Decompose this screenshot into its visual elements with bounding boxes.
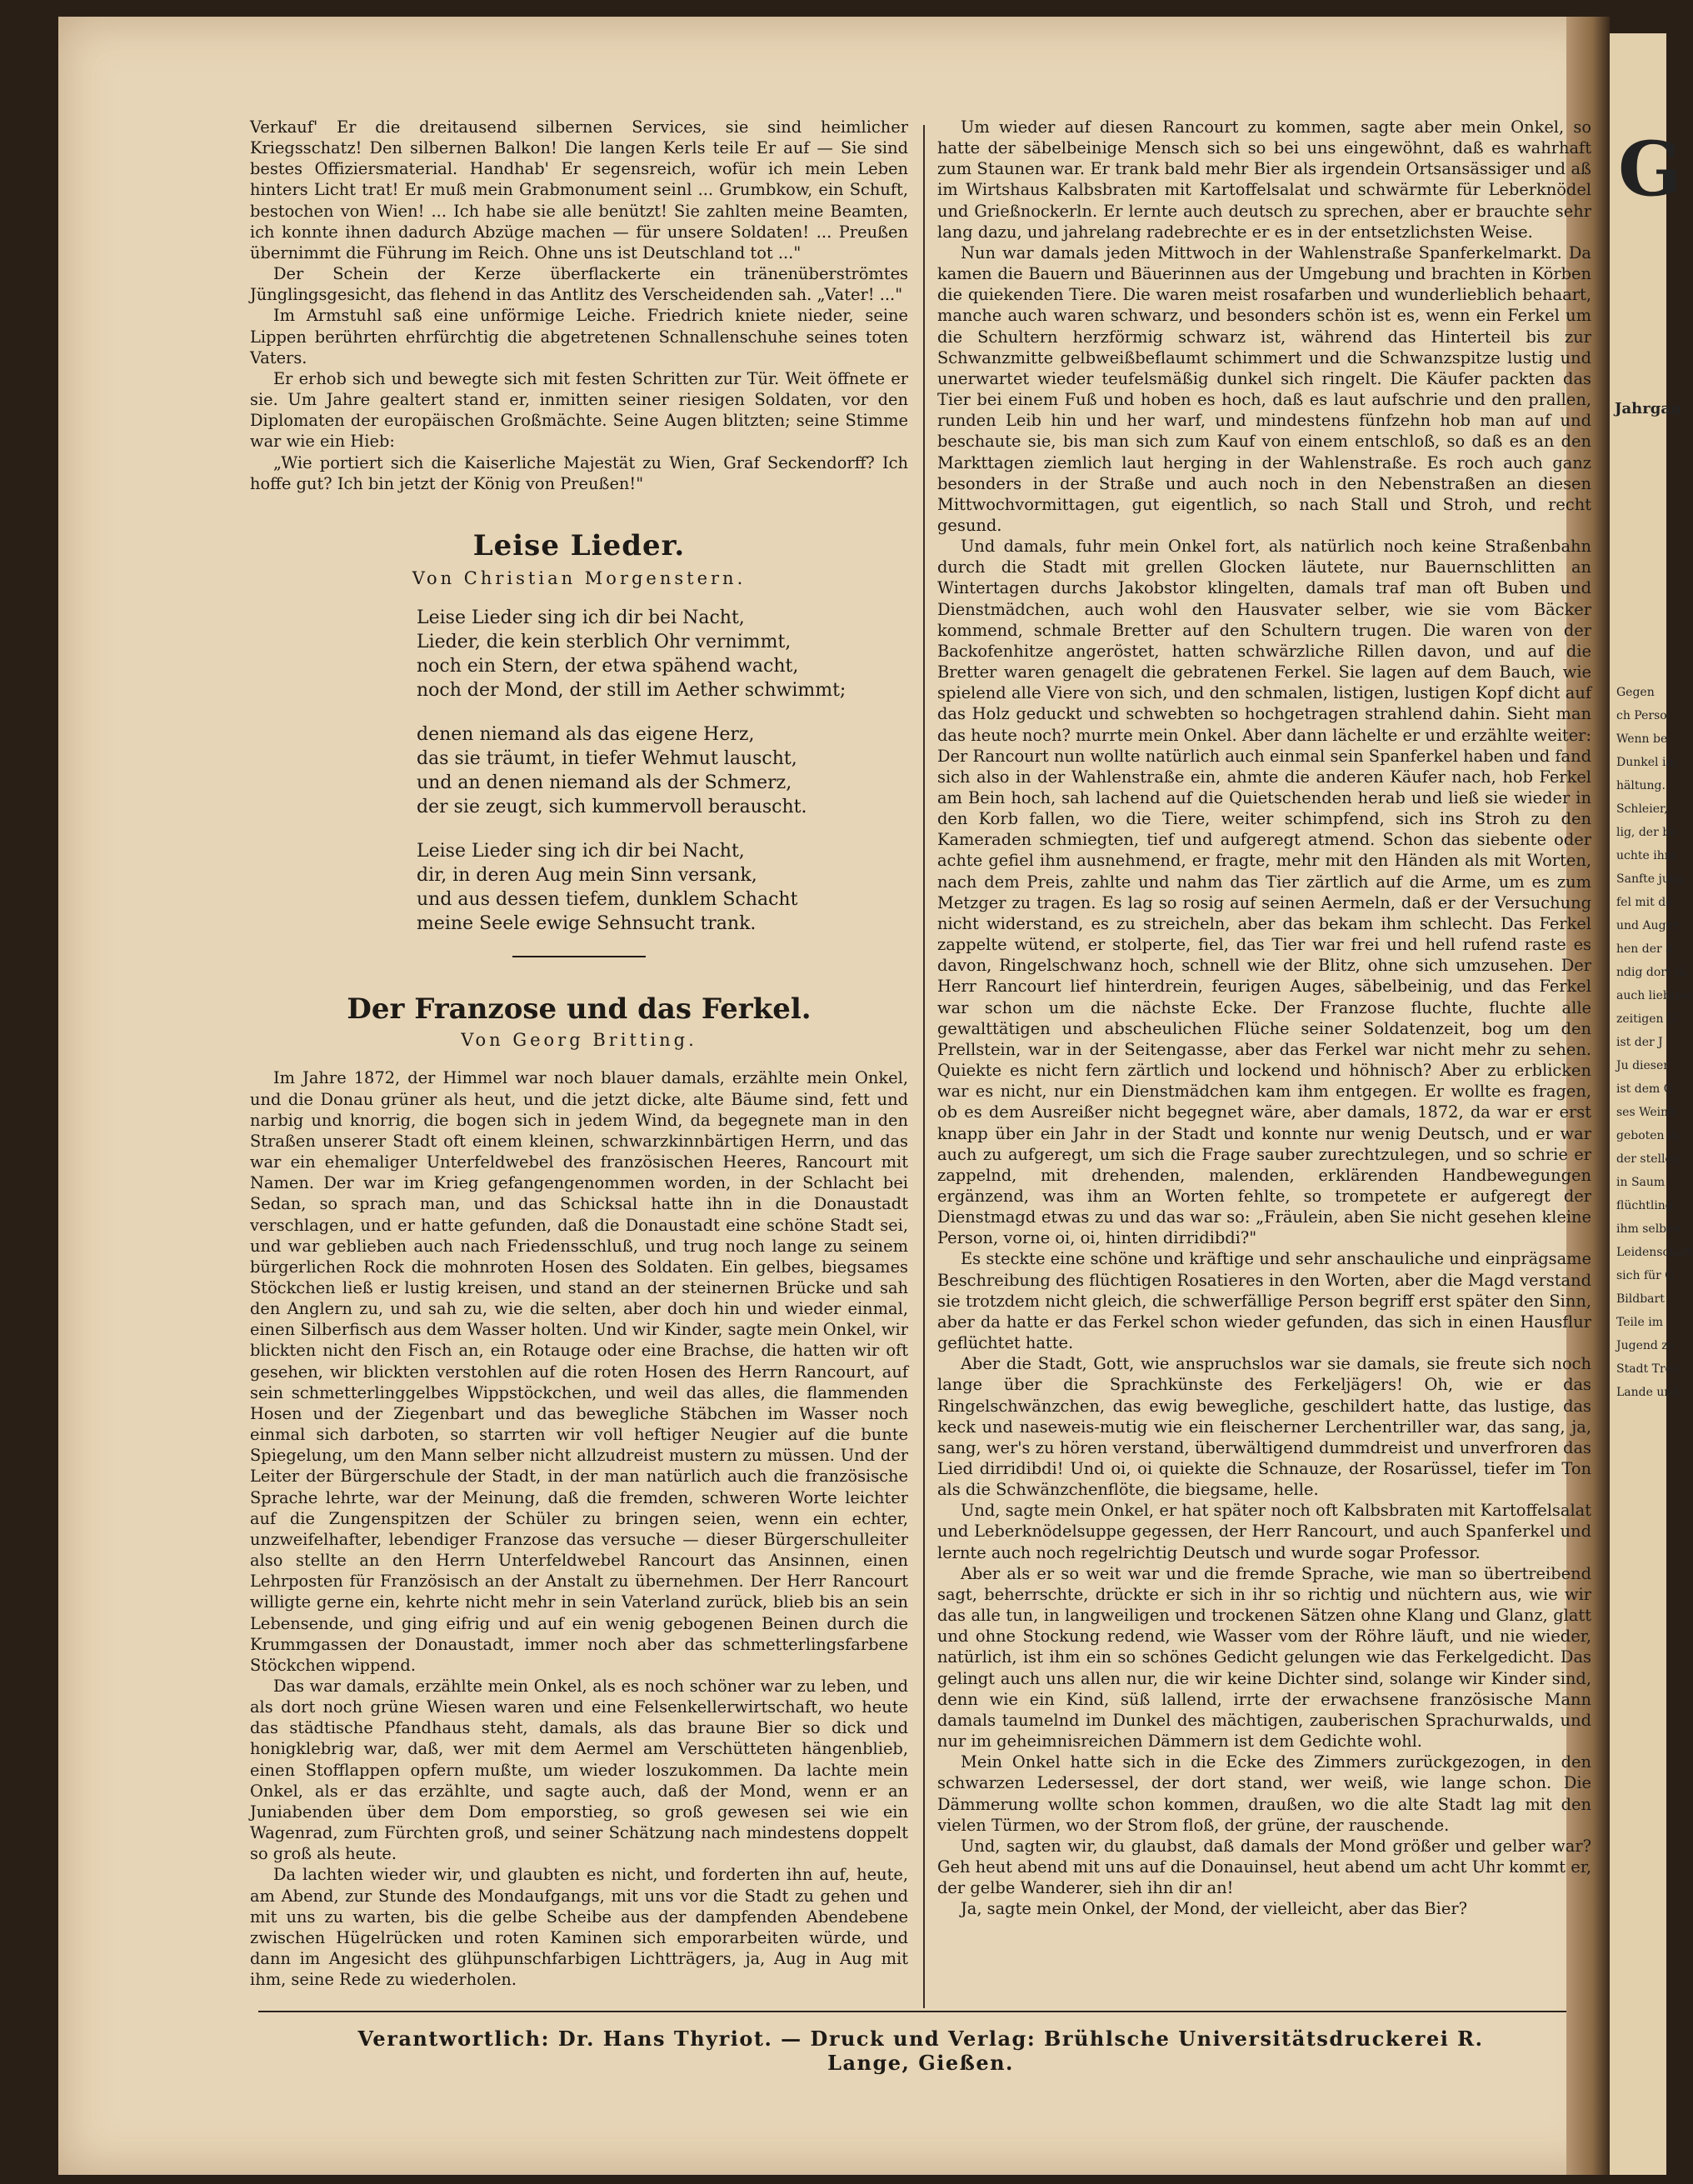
poem-line: noch der Mond, der still im Aether schwimmt; xyxy=(417,680,846,702)
right-column xyxy=(937,117,1591,1919)
story-paragraph: Nun war damals jeden Mittwoch in der Wahlenstraße Spanferkelmarkt. Da kamen die Bauern und Bäuerinnen aus der Umgebung und brachten in Körben die quiekenden Tiere. Die waren meist rosafarben und wunderlieblich behaart, manche auch waren schwarz, und besonders schön ist es, wenn ein Ferkel um die Schultern herzförmig schwarz ist, während das Hinterteil bis zur Schwanzmitte gelbweißbeflaumt schimmert und die Schwanzspitze lustig und unerwartet wieder teufelsmäßig dunkel sich ringelt. Die Käufer packten das Tier bei einem Fuß und hoben es hoch, daß es laut aufschrie und den prallen, runden Leib hin und her warf, und mindestens fünfzehn hob man auf und beschaute sie, bis man sich zum Kauf von einem entschloß, so daß es an den Markttagen ziemlich laut herging in der Wahlenstraße. Es roch auch ganz besonders in der Straße und auch noch in den Nebenstraßen an diesen Mittwochvormittagen, gut eigentlich, so nach Stall und Stroh, und recht gesund. xyxy=(937,242,1591,535)
poem-byline: Von Christian Morgenstern. xyxy=(412,567,747,588)
intro-paragraph: Er erhob sich und bewegte sich mit festen Schritten zur Tür. Weit öffnete er sie. Um Jahre gealtert stand er, inmitten seiner riesigen Soldaten, vor den Diplomaten der europäischen Großmächte. Seine Augen blitzten; seine Stimme war wie ein Hieb: xyxy=(250,368,908,452)
adjacent-fragment: Stadt Treu xyxy=(1616,1362,1680,1376)
adjacent-fragment: fel mit de xyxy=(1616,896,1673,909)
adjacent-fragment: der stellen xyxy=(1616,1152,1680,1166)
story-byline: Von Georg Britting. xyxy=(461,1030,697,1051)
adjacent-fragment: uchte ihm xyxy=(1616,849,1676,862)
adjacent-fragment: Sanfte jung xyxy=(1616,872,1685,886)
poem-line: und an denen niemand als der Schmerz, xyxy=(417,772,792,794)
story-paragraph: Und, sagte mein Onkel, er hat später noch oft Kalbsbraten mit Kartoffelsalat und Leberknödelsuppe gegessen, der Herr Rancourt, und auch Spanferkel und lernte auch noch regelrichtig Deutsch und wurde sogar Professor. xyxy=(937,1501,1591,1562)
story-paragraph: Da lachten wieder wir, und glaubten es nicht, und forderten ihn auf, heute, am Abend, zur Stunde des Mondaufgangs, mit uns vor die Stadt zu gehen und mit uns zu warten, bis die gelbe Scheibe aus der dampfenden Abendebene zwischen Hügelrücken und roten Kaminen sich emporarbeiten würde, und dann im Angesicht des glühpunschfarbigen Lichtträgers, ja, Aug in Aug mit ihm, seine Rede zu wiederholen. xyxy=(250,1865,908,1990)
story-paragraph: Aber die Stadt, Gott, wie anspruchslos war sie damals, sie freute sich noch lange über die Sprachkünste des Ferkeljägers! Oh, wie er das Ringelschwänzchen, das ewig bewegliche, geschildert hatte, das lustige, das keck und naseweis-mutig wie ein fleischerner Lerchentriller war, das sang, ja, sang, wer's zu hören verstand, überwältigend dummdreist und unverfroren das Lied dirridibdi! Und oi, oi quiekte die Schnauze, der Rosarüssel, tiefer im Ton als die Schwänzchenflöte, die biegsame, helle. xyxy=(937,1354,1591,1500)
adjacent-fragment: lig, der be xyxy=(1616,826,1677,839)
adjacent-fragment: zeitigen G xyxy=(1616,1012,1677,1026)
poem-title: Leise Lieder. xyxy=(472,528,686,562)
poem-line: denen niemand als das eigene Herz, xyxy=(417,724,755,746)
adjacent-masthead-letter: G xyxy=(1618,125,1682,213)
story-paragraph: Mein Onkel hatte sich in die Ecke des Zimmers zurückgezogen, in den schwarzen Ledersessel, der dort stand, wer weiß, wie lange schon. Die Dämmerung wollte schon kommen, draußen, wo die alte Stadt lag mit den vielen Türmen, wo der Strom floß, der grüne, der rauschende. xyxy=(937,1752,1591,1835)
story-paragraph: Und, sagten wir, du glaubst, daß damals der Mond größer und gelber war? Geh heut abend mit uns auf die Donauinsel, heut abend um acht Uhr kommt er, der gelbe Wanderer, sieh ihn dir an! xyxy=(937,1836,1591,1898)
adjacent-page-edge xyxy=(1610,33,1693,2175)
adjacent-fragment: Teile im xyxy=(1616,1316,1663,1329)
adjacent-fragment: Schleier, xyxy=(1616,802,1668,816)
adjacent-fragment: Wenn be xyxy=(1616,732,1668,746)
adjacent-fragment: hen der a xyxy=(1616,942,1673,956)
adjacent-fragment: in Saum xyxy=(1616,1176,1666,1189)
left-column xyxy=(250,117,908,1990)
intro-section xyxy=(250,117,908,494)
intro-paragraph: Im Armstuhl saß eine unförmige Leiche. Friedrich kniete nieder, seine Lippen berührten ehrfürchtig die abgetretenen Schnallenschuhe seines toten Vaters. xyxy=(250,306,908,367)
adjacent-fragment: ch Perso xyxy=(1616,709,1667,722)
story-paragraph: Im Jahre 1872, der Himmel war noch blauer damals, erzählte mein Onkel, und die Donau grüner als heut, und die jetzt dicke, alte Bäume sind, fett und narbig und knorrig, die bogen sich in jedem Wind, da begegnete man in den Straßen unserer Stadt oft einem kleinen, schwarzkinnbärtigen Herrn, und das war ein ehemaliger Unterfeldwebel des französischen Heeres, Rancourt mit Namen. Der war im Krieg gefangengenommen worden, in der Schlacht bei Sedan, so sprach man, und das Schicksal hatte ihn in die Donaustadt verschlagen, und er hatte gefunden, daß die Donaustadt eine schöne Stadt sei, und war geblieben auch nach Friedensschluß, und trug noch lange zu seinem bürgerlichen Rock die mohnroten Hosen des Soldaten. Ein gelbes, biegsames Stöckchen ließ er lustig kreisen, und stand an der steinernen Brücke und sah den Anglern zu, und sah zu, wie die selten, aber doch hin und wieder einmal, einen Silberfisch aus dem Wasser holten. Und wir Kinder, sagte mein Onkel, wir blickten nicht den Fisch an, ein Rotauge oder eine Brachse, die hatten wir oft gesehen, wir blickten verstohlen auf die roten Hosen des Herrn Rancourt, auf sein schmetterlinggelbes Wippstöckchen, und weil das alles, die flammenden Hosen und der Ziegenbart und das bewegliche Stäbchen im Wasser noch einmal sich darboten, so starrten wir voll heftiger Neugier auf die bunte Spiegelung, um den Mann selber nicht allzudreist mustern zu müssen. Und der Leiter der Bürgerschule der Stadt, in der man natürlich auch die französische Sprache lehrte, war der Meinung, daß die fremden, schweren Worte leichter auf die Zungenspitzen der Schüler zu bringen seien, wenn ein echter, unzweifelhafter, lebendiger Franzose das versuche — dieser Bürgerschulleiter also stellte an den Herrn Unterfeldwebel Rancourt das Ansinnen, einen Lehrposten für Französisch an der Anstalt zu übernehmen. Der Herr Rancourt willigte gerne ein, kehrte nicht mehr in sein Vaterland zurück, blieb bis an sein Lebensende, und ging eifrig und auf ein wenig gebogenen Beinen durch die Krummgassen der Donaustadt, immer noch aber das schmetterlingsfarbene Stöckchen wippend. xyxy=(250,1068,908,1675)
adjacent-fragment: ndig dort fü xyxy=(1616,966,1687,979)
adjacent-fragment: und Auger xyxy=(1616,919,1679,932)
adjacent-fragment: Dunkel im xyxy=(1616,756,1677,769)
poem-line: meine Seele ewige Sehnsucht trank. xyxy=(417,913,757,935)
intro-paragraph: „Wie portiert sich die Kaiserliche Majestät zu Wien, Graf Seckendorff? Ich hoffe gut? Ich bin jetzt der König von Preußen!" xyxy=(250,452,908,493)
adjacent-fragment: auch liebreic xyxy=(1616,989,1693,1002)
poem-stanza-3 xyxy=(417,839,908,936)
adjacent-fragment: ist der J xyxy=(1616,1036,1663,1049)
story-paragraph: Ja, sagte mein Onkel, der Mond, der vielleicht, aber das Bier? xyxy=(961,1899,1468,1919)
adjacent-year-label: Jahrgan xyxy=(1615,400,1682,417)
story-title: Der Franzose und das Ferkel. xyxy=(347,992,812,1027)
poem-line: Lieder, die kein sterblich Ohr vernimmt, xyxy=(417,632,792,653)
section-divider xyxy=(512,956,646,957)
poem-line: das sie träumt, in tiefer Wehmut lauscht, xyxy=(417,748,797,770)
poem-line: Leise Lieder sing ich dir bei Nacht, xyxy=(417,841,745,862)
adjacent-fragment: sich für G xyxy=(1616,1269,1675,1282)
intro-paragraph: Der Schein der Kerze überflackerte ein tränenüberströmtes Jünglingsgesicht, das flehend in das Antlitz des Verscheidenden sah. „Vater! ..." xyxy=(250,264,908,305)
intro-paragraph: Verkauf' Er die dreitausend silbernen Services, sie sind heimlicher Kriegsschatz! Den silbernen Balkon! Die langen Kerls teile Er auf — Sie sind bestes Offiziersmaterial. Handhab' Er segensreich, wofür ich mein Leben hinters Licht trat! Er muß mein Grabmonument seinl ... Grumbkow, ein Schuft, bestochen von Wien! ... Ich habe sie alle benützt! Sie zahlten meine Beamten, ich konnte ihnen dadurch Abzüge machen — für unsere Soldaten! ... Preußen übernimmt die Führung im Reich. Ohne uns ist Deutschland tot ..." xyxy=(250,117,908,262)
poem-line: Leise Lieder sing ich dir bei Nacht, xyxy=(417,607,745,629)
story-paragraph: Und damals, fuhr mein Onkel fort, als natürlich noch keine Straßenbahn durch die Stadt mit grellen Glocken läutete, nur Bauernschlitten an Wintertagen durchs Jakobstor klingelten, damals traf man oft Buben und Dienstmädchen, auch wohl den Hausvater selber, wie sie vom Bäcker kommend, schmale Bretter auf den Schultern trugen. Die waren von der Backofenhitze angeröstet, hatten schwärzliche Rillen davon, und auf die Bretter waren genagelt die gebratenen Ferkel. Sie lagen auf dem Bauch, wie spielend alle Viere von sich, und den schmalen, listigen, lustigen Kopf dicht auf das Holz geduckt und schwebten so hochgetragen strahlend dahin. Sieht man das heute noch? murrte mein Onkel. Aber dann lächelte er und erzählte weiter: Der Rancourt nun wollte natürlich auch einmal sein Spanferkel haben und fand sich also in der Wahlenstraße ein, ahmte die anderen Käufer nach, hob Ferkel am Bein hoch, sah lachend auf die Quietschenden herab und ließ sie wieder in den Korb fallen, wo die Tiere, weiter schimpfend, sich ins Stroh zu den Kameraden schmiegten, tief und aufgeregt atmend. Schon das siebente oder achte gefiel ihm ausnehmend, er fragte, mehr mit den Händen als mit Worten, nach dem Preis, zahlte und nahm das Tier zärtlich auf die Arme, um es zum Metzger zu tragen. Es lag so rosig auf seinen Aermeln, daß er der Versuchung nicht widerstand, es zu streicheln, aber das bekam ihm schlecht. Das Ferkel zappelte wütend, er stolperte, fiel, das Tier war frei und hell rufend raste es davon, Ringelschwanz hoch, schnell wie der Blitz, ohne sich umzusehen. Der Herr Rancourt lief hinterdrein, feurigen Auges, säbelbeinig, und das Ferkel war schon um die nächste Ecke. Der Franzose fluchte, fluchte alle gewalttätigen und abscheulichen Flüche seiner Soldatenzeit, bog um den Prellstein, war in der Seitengasse, aber das Ferkel war nicht mehr zu sehen. Quiekte es nicht fern zärtlich und lockend und höhnisch? Aber zu erblicken war es nicht, nur ein Dienstmädchen kam ihm entgegen. Er wollte es fragen, ob es dem Ausreißer nicht begegnet wäre, aber damals, 1872, da war er erst knapp über ein Jahr in der Stadt und konnte nur wenig Deutsch, und er war auch zu aufgeregt, um sich die Frage sauber zurechtzulegen, und so schrie er zappelnd, mit drehenden, malenden, erklärenden Handbewegungen ergänzend, was ihm an Worten fehlte, so trompetete er aufgeregt der Dienstmagd etwas zu und das war so: „Fräulein, aben Sie nicht gesehen kleine Person, vorne oi, oi, hinten dirridibdi?" xyxy=(937,537,1591,1248)
story-paragraph: Es steckte eine schöne und kräftige und sehr anschauliche und einprägsame Beschreibung des flüchtigen Rosatieres in den Worten, aber die Magd verstand sie trotzdem nicht gleich, die schwerfällige Person begriff erst später den Sinn, aber da hatte er das Ferkel schon wieder gefunden, das sich in einen Hausflur geflüchtet hatte. xyxy=(937,1249,1591,1353)
poem-stanza-1 xyxy=(417,606,908,702)
adjacent-fragment: Leidenschaft xyxy=(1616,1246,1693,1259)
imprint-footer: Verantwortlich: Dr. Hans Thyriot. — Druck und Verlag: Brühlsche Universitätsdruckerei R. Lange, Gießen. xyxy=(357,2027,1484,2075)
adjacent-fragment: flüchtling xyxy=(1616,1199,1673,1212)
adjacent-fragment: ses Weinb xyxy=(1616,1106,1676,1119)
poem-stanza-2 xyxy=(417,722,908,819)
footer-rule xyxy=(258,2011,1566,2012)
poem-line: der sie zeugt, sich kummervoll berauscht. xyxy=(417,797,807,818)
story-paragraph: Das war damals, erzählte mein Onkel, als es noch schöner war zu leben, und als dort noch grüne Wiesen waren und eine Felsenkellerwirtschaft, wo heute das städtische Pfandhaus steht, damals, als das braune Bier so dick und honigklebrig war, daß, wer mit dem Aermel am Verschütteten hängenblieb, einen Stofflappen opfern mußte, um wieder loszukommen. Da lachte mein Onkel, als er das erzählte, und sagte auch, daß der Mond, wenn er an Juniabenden über dem Dom emporstieg, so groß gewesen sei wie ein Wagenrad, zum Fürchten groß, und seiner Schätzung nach mindestens doppelt so groß als heute. xyxy=(250,1676,908,1864)
adjacent-fragment: Ju dieser xyxy=(1616,1059,1669,1072)
column-divider xyxy=(923,125,925,2008)
adjacent-fragment: geboten iü xyxy=(1616,1129,1680,1142)
poem-line: und aus dessen tiefem, dunklem Schacht xyxy=(417,889,798,911)
adjacent-fragment: Gegen xyxy=(1616,686,1655,699)
story-paragraph: Um wieder auf diesen Rancourt zu kommen, sagte aber mein Onkel, so hatte der säbelbeinige Mensch sich so bei uns eingewöhnt, daß es wahrhaft zum Staunen war. Er trank bald mehr Bier als irgendein Ortsansässiger und aß im Wirtshaus Kalbsbraten mit Kartoffelsalat und schwärmte für Leberknödel und Grießnockerln. Er lernte auch deutsch zu sprechen, aber er brauchte sehr lang dazu, und jahrelang radebrechte er es in der entsetzlichsten Weise. xyxy=(937,117,1591,242)
story-paragraph: Aber als er so weit war und die fremde Sprache, wie man so übertreibend sagt, beherrschte, drückte er sich in ihr so richtig und nüchtern aus, wie wir das alle tun, in langweiligen und trockenen Sätzen ohne Klang und Glanz, glatt und ohne Stockung redend, wie Wasser vom der Röhre läuft, und nie wieder, natürlich, ist ihm ein so schönes Gedicht gelungen wie das Ferkelgedicht. Das gelingt auch uns allen nur, die wir keine Dichter sind, solange wir Kinder sind, denn wie ein Kind, süß lallend, irrte der erwachsene französische Mann damals taumelnd im Dunkel des mächtigen, zauberischen Sprachurwalds, und nur im geheimnisreichen Dämmern ist dem Gedichte wohl. xyxy=(937,1563,1591,1752)
adjacent-fragment: ist dem G xyxy=(1616,1082,1673,1096)
adjacent-fragment: Jugend zu xyxy=(1616,1339,1676,1352)
poem-line: dir, in deren Aug mein Sinn versank, xyxy=(417,865,757,887)
adjacent-fragment: Lande und xyxy=(1616,1386,1680,1399)
adjacent-fragment: ihm selben xyxy=(1616,1222,1681,1236)
poem-line: noch ein Stern, der etwa spähend wacht, xyxy=(417,656,799,677)
adjacent-fragment: Bildbart xyxy=(1616,1292,1665,1306)
adjacent-fragment: hältung. xyxy=(1616,779,1666,792)
